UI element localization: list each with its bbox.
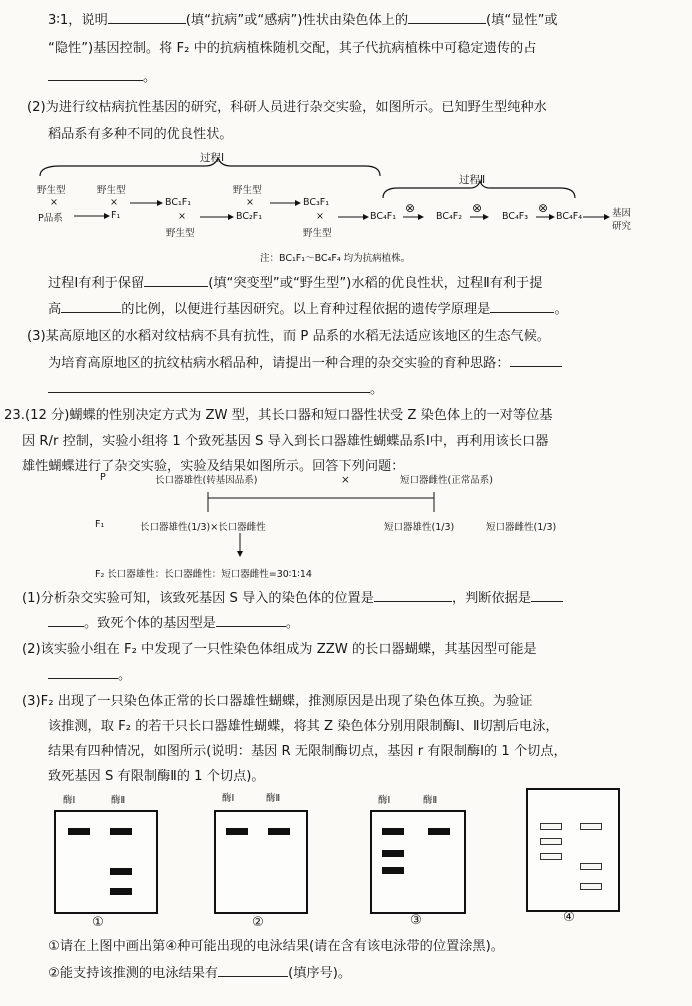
empty-band-slot[interactable] — [580, 823, 602, 830]
q23-sub3-line1: (3)F₂ 出现了一只染色体正常的长口器雄性蝴蝶，推测原因是出现了染色体互换。为验证 — [22, 694, 533, 709]
gel-4-label: ④ — [563, 910, 575, 925]
q22-part3-line3: 。 — [48, 378, 383, 397]
gel-1-label: ① — [92, 915, 104, 930]
cross-symbol: × — [316, 211, 324, 222]
q23-sub3-task1: ①请在上图中画出第④种可能出现的电泳结果(请在含有该电泳带的位置涂黑)。 — [48, 939, 504, 954]
gel-3-label: ③ — [410, 913, 422, 928]
empty-band-slot[interactable] — [540, 838, 562, 845]
selfing-symbol: ⊗ — [538, 201, 549, 215]
p-generation-label: P — [100, 472, 106, 483]
bc4f4-label: BC₄F₄ — [556, 211, 583, 222]
enzyme2-label: 酶Ⅱ — [266, 793, 281, 804]
q23-sub3-task2: ②能支持该推测的电泳结果有 (填序号)。 — [48, 966, 352, 981]
q23-sub3-line4: 致死基因 S 有限制酶Ⅱ的 1 个切点)。 — [48, 769, 265, 784]
band — [268, 828, 290, 835]
band — [226, 828, 248, 835]
p-male-label: 长口器雄性(转基因品系) — [155, 475, 258, 486]
band — [110, 828, 132, 835]
band — [110, 888, 132, 895]
q22-part3-line2: 为培育高原地区的抗纹枯病水稻品种，请提出一种合理的杂交实验的育种思路： — [48, 352, 562, 371]
q23-sub3-line3: 结果有四种情况，如图所示(说明：基因 R 无限制酶切点，基因 r 有限制酶Ⅰ的 1 个切点， — [48, 744, 567, 759]
selfing-symbol: ⊗ — [405, 201, 416, 215]
bc1f1-label: BC₁F₁ — [165, 197, 192, 208]
bc4f3-label: BC₄F₃ — [502, 211, 529, 222]
answer-blank[interactable] — [218, 964, 288, 977]
q23-sub3-line2: 该推测，取 F₂ 的若干只长口器雄性蝴蝶，将其 Z 染色体分别用限制酶Ⅰ、Ⅱ切割后电泳， — [48, 719, 559, 734]
f1-left-label: 长口器雄性(1/3)×长口器雌性 — [140, 522, 266, 533]
q22-part2-line3: 过程Ⅰ有利于保留 (填“突变型”或“野生型”)水稻的优良性状，过程Ⅱ有利于提 — [48, 276, 543, 291]
answer-blank[interactable] — [531, 589, 563, 602]
cross-symbol: × — [178, 211, 186, 222]
q23-sub1-line2: 。致死个体的基因型是 。 — [48, 612, 299, 631]
answer-blank[interactable] — [48, 614, 84, 627]
cross-symbol: × — [246, 197, 254, 208]
enzyme2-label: 酶Ⅱ — [423, 795, 438, 806]
q22-line1: 3∶1，说明 (填“抗病”或“感病”)性状由染色体上的 (填“显性”或 — [48, 13, 558, 28]
process1-label: 过程Ⅰ — [200, 152, 225, 164]
band — [110, 868, 132, 875]
wild-type-label: 野生型 — [97, 185, 126, 196]
f1-generation-label: F₁ — [95, 519, 105, 530]
answer-blank[interactable] — [216, 614, 286, 627]
empty-band-slot[interactable] — [580, 863, 602, 870]
p-female-label: 短口器雌性(正常品系) — [400, 475, 493, 486]
q22-line2: “隐性”)基因控制。将 F₂ 中的抗病植株随机交配，其子代抗病植株中可稳定遗传的占 — [48, 41, 537, 56]
enzyme2-label: 酶Ⅱ — [111, 795, 126, 806]
q22-line3: 。 — [48, 66, 156, 85]
empty-band-slot[interactable] — [580, 883, 602, 890]
f1-mid-label: 短口器雄性(1/3) — [384, 522, 455, 533]
q23-sub2-line2: 。 — [48, 664, 131, 683]
q22-part3-line1: (3)某高原地区的水稻对纹枯病不具有抗性，而 P 品系的水稻无法适应该地区的生态气候。 — [27, 329, 550, 344]
band — [382, 828, 404, 835]
q23-sub2-line1: (2)该实验小组在 F₂ 中发现了一只性染色体组成为 ZZW 的长口器蝴蝶，其基因型可能是 — [22, 642, 537, 657]
cross-symbol: × — [341, 474, 350, 486]
f1-right-label: 短口器雌性(1/3) — [486, 522, 557, 533]
q23-sub1-line1: (1)分析杂交实验可知，该致死基因 S 导入的染色体的位置是 ，判断依据是 — [22, 587, 563, 606]
answer-blank[interactable] — [48, 666, 118, 679]
wild-type-label: 野生型 — [303, 228, 332, 239]
wild-type-label: 野生型 — [166, 228, 195, 239]
wild-type-label: 野生型 — [37, 185, 66, 196]
bc3f1-label: BC₃F₁ — [303, 197, 330, 208]
flow-note: 注：BC₁F₁～BC₄F₄ 均为抗病植株。 — [260, 253, 411, 264]
gel-4[interactable] — [526, 788, 620, 912]
q22-part2-line4: 高 的比例，以便进行基因研究。以上育种过程依据的遗传学原理是 。 — [48, 302, 568, 317]
wild-type-label: 野生型 — [233, 185, 262, 196]
answer-blank[interactable] — [374, 589, 452, 602]
q22-part2-line1: (2)为进行纹枯病抗性基因的研究，科研人员进行杂交实验，如图所示。已知野生型纯种水 — [27, 100, 547, 115]
empty-band-slot[interactable] — [540, 823, 562, 830]
q23-line2: 因 R/r 控制，实验小组将 1 个致死基因 S 导入到长口器雄性蝴蝶品系Ⅰ中，再利用该长口器 — [22, 434, 549, 449]
p-strain-label: P品系 — [38, 213, 63, 224]
band — [68, 828, 90, 835]
q23-line3: 雄性蝴蝶进行了杂交实验，实验及结果如图所示。回答下列问题： — [22, 459, 405, 474]
enzyme1-label: 酶Ⅰ — [378, 795, 391, 806]
cross-symbol: × — [110, 197, 118, 208]
bc2f1-label: BC₂F₁ — [236, 211, 263, 222]
selfing-symbol: ⊗ — [472, 201, 483, 215]
band — [382, 867, 404, 874]
process2-label: 过程Ⅱ — [459, 174, 486, 186]
bc4f2-label: BC₄F₂ — [436, 211, 463, 222]
empty-band-slot[interactable] — [540, 853, 562, 860]
f1-label: F₁ — [111, 210, 121, 221]
f2-ratio-label: F₂ 长口器雄性：长口器雌性：短口器雌性=30∶1∶14 — [95, 569, 312, 580]
band — [382, 850, 404, 857]
gel-2-label: ② — [252, 915, 264, 930]
q23-line1: 23.(12 分)蝴蝶的性别决定方式为 ZW 型，其长口器和短口器性状受 Z 染色体上的一对等位基 — [4, 408, 553, 423]
gel-3 — [370, 810, 466, 914]
q22-part2-line2: 稻品系有多种不同的优良性状。 — [48, 127, 233, 142]
gene-study-label: 研究 — [612, 221, 632, 232]
bc4f1-label: BC₄F₁ — [370, 211, 397, 222]
gel-1 — [54, 810, 158, 914]
band — [428, 828, 450, 835]
gel-2 — [214, 810, 308, 914]
gene-study-label: 基因 — [612, 208, 632, 219]
cross-symbol: × — [50, 197, 58, 208]
enzyme1-label: 酶Ⅰ — [63, 795, 76, 806]
enzyme1-label: 酶Ⅰ — [222, 793, 235, 804]
